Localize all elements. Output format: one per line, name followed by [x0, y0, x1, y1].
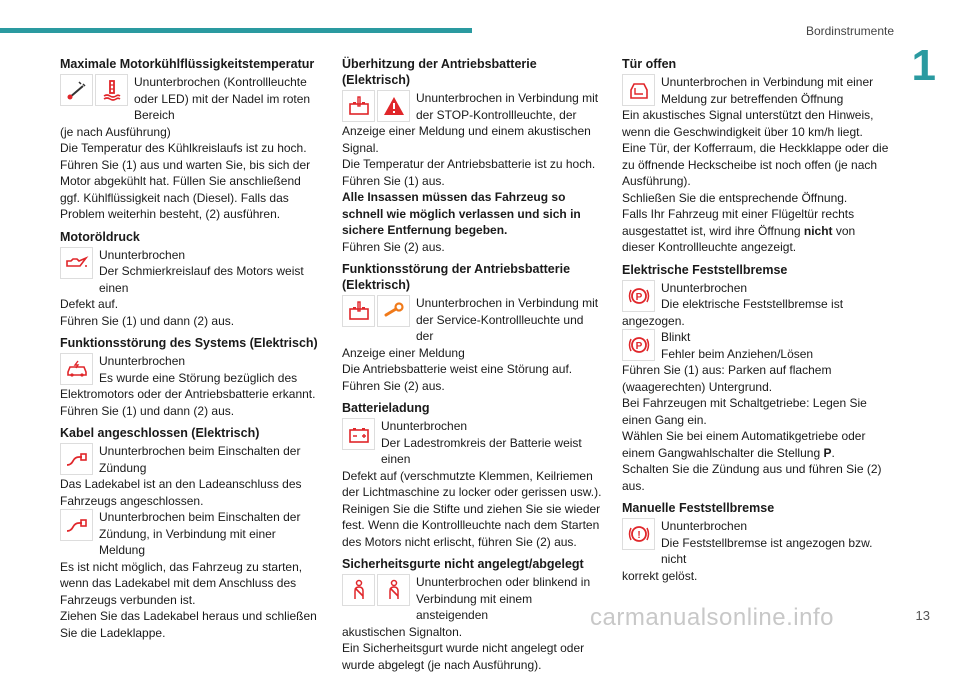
warning-triangle-icon — [377, 90, 410, 122]
body-text: Schalten Sie die Zündung aus und führen Sie (2) aus. — [622, 462, 882, 493]
oil-can-icon — [60, 247, 93, 279]
body-text: Elektromotors oder der Antriebsbatterie erkannt. — [60, 387, 316, 401]
indicator-description: Ununterbrochen Es wurde eine Störung bezüglich des — [99, 354, 298, 385]
section-heading: Überhitzung der Antriebsbatterie (Elektrisch) — [342, 57, 537, 87]
body-text: Anzeige einer Meldung — [342, 345, 465, 360]
section-heading: Funktionsstörung der Antriebsbatterie (Elektrisch) — [342, 262, 571, 292]
body-text: Führen Sie (1) aus. — [342, 173, 445, 188]
seatbelt-icon — [377, 574, 410, 606]
indicator-description: Ununterbrochen Der Schmierkreislauf des Motors weist einen — [99, 247, 304, 295]
indicator-description: Ununterbrochen oder blinkend in Verbindung mit einem ansteigenden — [416, 575, 591, 622]
section-heading: Elektrische Feststellbremse — [622, 262, 788, 277]
body-text: Falls Ihr Fahrzeug mit einer Flügeltür rechts ausgestattet ist, wird ihre Öffnung — [622, 207, 855, 238]
section-heading: Kabel angeschlossen (Elektrisch) — [60, 426, 260, 440]
svg-text:!: ! — [636, 530, 641, 541]
body-text: Führen Sie (1) aus und warten Sie, bis sich der Motor abgekühlt hat. Füllen Sie anschließend ggf. Kühlflüssigkeit nach (Diesel). Falls das Problem weiterhin besteht, (2) ausführen. — [60, 157, 311, 221]
charging-cable-icon — [60, 443, 93, 475]
parking-brake-icon — [622, 329, 655, 361]
body-text: Defekt auf. — [60, 297, 119, 311]
body-text: Schließen Sie die entsprechende Öffnung. — [622, 190, 848, 205]
header-accent-bar — [0, 28, 472, 33]
body-text: Führen Sie (1) und dann (2) aus. — [60, 403, 235, 418]
coolant-temperature-icon — [95, 74, 128, 106]
body-text: Führen Sie (1) aus: Parken auf flachem (waagerechten) Untergrund. — [622, 363, 832, 394]
body-text: akustischen Signalton. — [342, 624, 463, 639]
bold-word: P — [823, 445, 832, 460]
section-electric-parking-brake — [622, 262, 890, 495]
indicator-description: Ununterbrochen in Verbindung mit einer Meldung zur betreffenden Öffnung — [661, 75, 874, 106]
section-electric-system-fault — [60, 335, 324, 419]
body-text: Defekt auf (verschmutzte Klemmen, Keilriemen der Lichtmaschine zu locker oder gerissen usw.). — [342, 468, 602, 499]
body-text: Eine Tür, der Kofferraum, die Heckklappe oder die zu öffnende Heckscheibe ist noch offen (je nach Ausführung). — [622, 141, 889, 188]
section-door-open — [622, 56, 890, 256]
temperature-gauge-icon — [60, 74, 93, 106]
brake-warning-icon — [622, 518, 655, 550]
page-number: 13 — [915, 608, 930, 623]
battery-temperature-icon — [342, 90, 375, 122]
body-text: Ein Sicherheitsgurt wurde nicht angelegt oder wurde abgelegt (je nach Ausführung). — [342, 641, 585, 672]
section-coolant-temp — [60, 56, 324, 223]
body-text: Es ist nicht möglich, das Fahrzeug zu starten, wenn das Ladekabel mit dem Anschluss des Fahrzeugs verbunden ist. — [60, 559, 303, 607]
body-text: angezogen. — [622, 313, 685, 328]
parking-brake-icon — [622, 280, 655, 312]
body-text: . — [831, 445, 835, 460]
section-heading: Maximale Motorkühlflüssigkeitstemperatur — [60, 57, 315, 71]
bold-word: nicht — [803, 223, 833, 238]
body-text: Ein akustisches Signal unterstützt den Hinweis, wenn die Geschwindigkeit über 10 km/h liegt. — [622, 108, 874, 139]
column-2 — [342, 56, 604, 679]
body-text: Wählen Sie bei einem Automatikgetriebe oder einem Gangwahlschalter die Stellung — [622, 429, 866, 460]
section-seatbelts — [342, 556, 604, 673]
indicator-description: Blinkt Fehler beim Anziehen/Lösen — [661, 330, 814, 361]
body-text: Führen Sie (2) aus. — [342, 378, 445, 393]
battery-temperature-icon — [342, 295, 375, 327]
electric-car-fault-icon — [60, 353, 93, 385]
body-text: Bei Fahrzeugen mit Schaltgetriebe: Legen Sie einen Gang ein. — [622, 396, 867, 427]
section-heading: Tür offen — [622, 57, 677, 71]
section-battery-charge — [342, 400, 604, 550]
svg-text:P: P — [635, 341, 642, 352]
indicator-description: Ununterbrochen Die elektrische Feststellbremse ist — [661, 280, 844, 311]
door-open-icon — [622, 74, 655, 106]
bold-warning: Alle Insassen müssen das Fahrzeug so schnell wie möglich verlassen und sich in sichere Entfernung begeben. — [342, 190, 581, 237]
section-heading: Batterieladung — [342, 401, 430, 415]
battery-icon — [342, 418, 375, 450]
indicator-description: Ununterbrochen beim Einschalten der Zündung — [99, 444, 301, 475]
body-text: Reinigen Sie die Stifte und ziehen Sie sie wieder fest. Wenn die Kontrollleuchte nach dem Starten des Motors nicht erlischt, führen Sie (2) aus. — [342, 501, 601, 549]
section-manual-parking-brake — [622, 500, 890, 584]
indicator-description: Ununterbrochen Die Feststellbremse ist angezogen bzw. nicht — [661, 519, 873, 566]
section-heading: Motoröldruck — [60, 229, 140, 244]
body-text: Anzeige einer Meldung und einem akustischen Signal. — [342, 124, 591, 155]
body-text: Führen Sie (2) aus. — [342, 239, 445, 254]
body-text: Das Ladekabel ist an den Ladeanschluss des Fahrzeugs angeschlossen. — [60, 477, 302, 508]
section-heading: Funktionsstörung des Systems (Elektrisch) — [60, 336, 318, 350]
body-text: Führen Sie (1) und dann (2) aus. — [60, 313, 235, 328]
column-3 — [622, 56, 890, 590]
section-cable-connected — [60, 425, 324, 641]
section-oil-pressure — [60, 229, 324, 330]
column-1 — [60, 56, 324, 647]
section-heading: Sicherheitsgurte nicht angelegt/abgelegt — [342, 557, 584, 571]
body-text: Die Antriebsbatterie weist eine Störung auf. — [342, 362, 573, 376]
section-battery-fault — [342, 261, 604, 394]
body-text: von dieser Kontrollleuchte angezeigt. — [622, 223, 856, 254]
charging-cable-icon — [60, 509, 93, 541]
body-text: (je nach Ausführung) — [60, 124, 171, 139]
section-battery-overheat — [342, 56, 604, 255]
body-text: Ziehen Sie das Ladekabel heraus und schließen Sie die Ladeklappe. — [60, 609, 317, 640]
indicator-description: Ununterbrochen Der Ladestromkreis der Batterie weist einen — [381, 419, 582, 466]
indicator-description: Ununterbrochen in Verbindung mit der STOP-Kontrollleuchte, der — [416, 91, 599, 122]
service-wrench-icon — [377, 295, 410, 327]
seatbelt-icon — [342, 574, 375, 606]
indicator-description: Ununterbrochen (Kontrollleuchte oder LED) mit der Nadel im roten Bereich — [134, 75, 311, 122]
svg-text:P: P — [635, 291, 642, 303]
watermark: carmanualsonline.info — [590, 604, 834, 631]
section-title: Bordinstrumente — [805, 24, 894, 38]
indicator-description: Ununterbrochen in Verbindung mit der Service-Kontrollleuchte und der — [416, 296, 599, 343]
body-text: Die Temperatur des Kühlkreislaufs ist zu hoch. — [60, 141, 307, 155]
section-heading: Manuelle Feststellbremse — [622, 501, 775, 515]
body-text: Die Temperatur der Antriebsbatterie ist zu hoch. — [342, 157, 596, 171]
chapter-number: 1 — [911, 41, 936, 90]
body-text: korrekt gelöst. — [622, 568, 698, 583]
indicator-description: Ununterbrochen beim Einschalten der Zündung, in Verbindung mit einer Meldung — [99, 510, 301, 557]
